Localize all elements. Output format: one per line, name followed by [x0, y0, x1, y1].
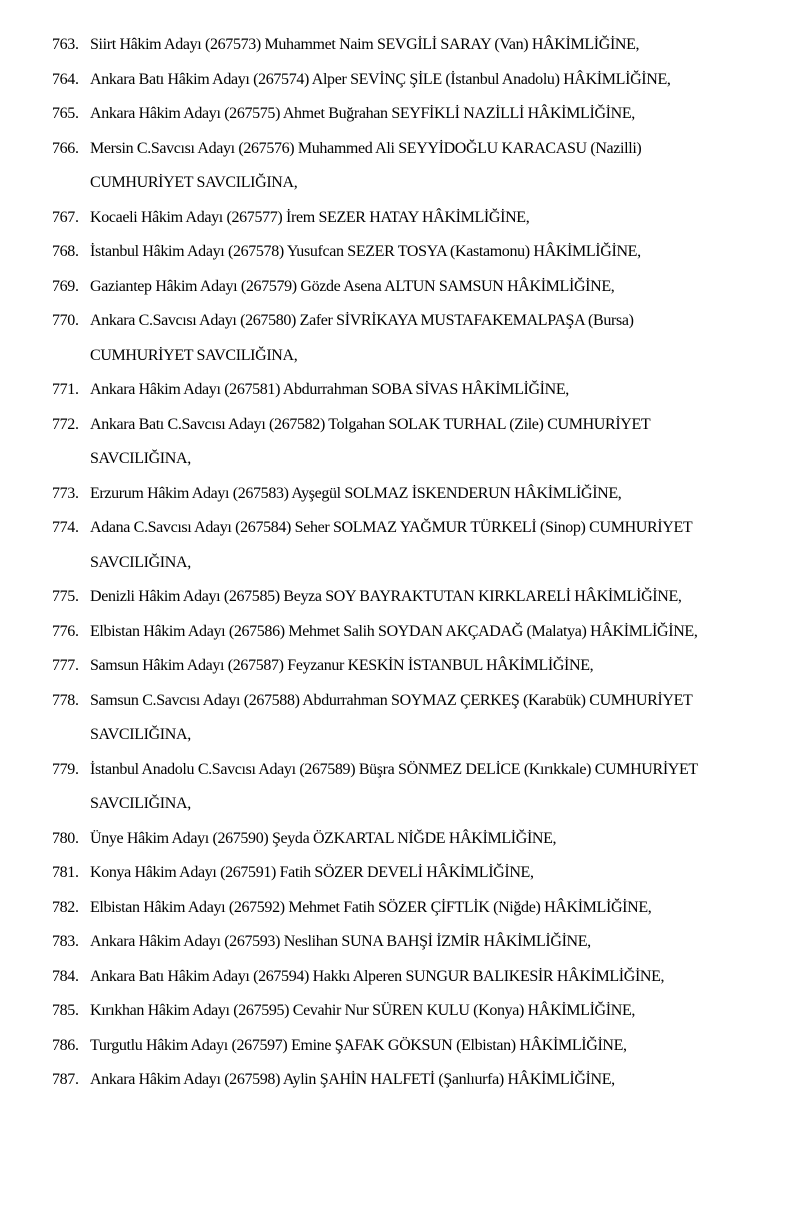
entry-first-line	[52, 891, 782, 926]
entry-first-line	[52, 97, 782, 132]
list-item	[52, 822, 782, 857]
entry-first-line	[52, 132, 782, 167]
entry-first-line	[52, 477, 782, 512]
entry-text: Siirt Hâkim Adayı (267573) Muhammet Naim SEVGİLİ SARAY (Van) HÂKİMLİĞİNE,	[90, 36, 640, 53]
list-item	[52, 753, 782, 822]
list-item	[52, 994, 782, 1029]
entry-first-line	[52, 511, 782, 546]
list-item	[52, 615, 782, 650]
list-item	[52, 304, 782, 373]
entry-text: Kırıkhan Hâkim Adayı (267595) Cevahir Nur SÜREN KULU (Konya) HÂKİMLİĞİNE,	[90, 1002, 636, 1019]
entry-first-line	[52, 960, 782, 995]
entry-number: 778.	[52, 691, 79, 709]
entry-text: Ankara Batı C.Savcısı Adayı (267582) Tolgahan SOLAK TURHAL (Zile) CUMHURİYET	[90, 415, 651, 433]
entry-text: Samsun C.Savcısı Adayı (267588) Abdurrahman SOYMAZ ÇERKEŞ (Karabük) CUMHURİYET	[90, 691, 693, 709]
entry-first-line	[52, 304, 782, 339]
entry-number: 779.	[52, 760, 79, 778]
entry-first-line	[52, 856, 782, 891]
list-item	[52, 97, 782, 132]
list-item	[52, 891, 782, 926]
entry-number: 765.	[52, 105, 79, 122]
entry-text: İstanbul Hâkim Adayı (267578) Yusufcan SEZER TOSYA (Kastamonu) HÂKİMLİĞİNE,	[90, 243, 641, 260]
entry-first-line	[52, 925, 782, 960]
list-item	[52, 201, 782, 236]
entry-text: Samsun Hâkim Adayı (267587) Feyzanur KESKİN İSTANBUL HÂKİMLİĞİNE,	[90, 657, 594, 674]
entry-continuation: SAVCILIĞINA,	[90, 553, 191, 571]
entry-text: Turgutlu Hâkim Adayı (267597) Emine ŞAFAK GÖKSUN (Elbistan) HÂKİMLİĞİNE,	[90, 1036, 627, 1054]
entry-text: Ankara Hâkim Adayı (267575) Ahmet Buğrahan SEYFİKLİ NAZİLLİ HÂKİMLİĞİNE,	[90, 105, 635, 122]
entry-first-line	[52, 753, 782, 788]
entry-text: Ankara Hâkim Adayı (267593) Neslihan SUNA BAHŞİ İZMİR HÂKİMLİĞİNE,	[90, 933, 591, 950]
entry-number: 776.	[52, 622, 79, 640]
list-item	[52, 856, 782, 891]
entry-number: 777.	[52, 657, 79, 674]
entry-first-line	[52, 580, 782, 615]
list-item	[52, 270, 782, 305]
entry-number: 768.	[52, 243, 79, 260]
list-item	[52, 373, 782, 408]
entry-first-line	[52, 201, 782, 236]
entry-number: 775.	[52, 588, 79, 605]
list-item	[52, 960, 782, 995]
list-item	[52, 235, 782, 270]
entry-first-line	[52, 994, 782, 1029]
entry-text: Ünye Hâkim Adayı (267590) Şeyda ÖZKARTAL NİĞDE HÂKİMLİĞİNE,	[90, 829, 557, 847]
list-item	[52, 132, 782, 201]
entry-text: Kocaeli Hâkim Adayı (267577) İrem SEZER HATAY HÂKİMLİĞİNE,	[90, 208, 530, 226]
entry-first-line	[52, 235, 782, 270]
entry-first-line	[52, 373, 782, 408]
entry-text: Elbistan Hâkim Adayı (267592) Mehmet Fatih SÖZER ÇİFTLİK (Niğde) HÂKİMLİĞİNE,	[90, 898, 652, 916]
entry-text: Ankara Batı Hâkim Adayı (267594) Hakkı Alperen SUNGUR BALIKESİR HÂKİMLİĞİNE,	[90, 967, 665, 985]
list-item	[52, 408, 782, 477]
entry-first-line	[52, 822, 782, 857]
entry-first-line	[52, 270, 782, 305]
entry-number: 780.	[52, 829, 79, 847]
entry-number: 764.	[52, 70, 79, 88]
entry-text: Konya Hâkim Adayı (267591) Fatih SÖZER DEVELİ HÂKİMLİĞİNE,	[90, 864, 534, 881]
entry-text: Gaziantep Hâkim Adayı (267579) Gözde Asena ALTUN SAMSUN HÂKİMLİĞİNE,	[90, 277, 615, 295]
entry-continuation: SAVCILIĞINA,	[90, 726, 191, 743]
list-item	[52, 28, 782, 63]
list-item	[52, 1029, 782, 1064]
entry-number: 782.	[52, 898, 79, 916]
entry-number: 770.	[52, 312, 79, 329]
entry-first-line	[52, 63, 782, 98]
entry-text: Elbistan Hâkim Adayı (267586) Mehmet Salih SOYDAN AKÇADAĞ (Malatya) HÂKİMLİĞİNE,	[90, 622, 698, 640]
entry-number: 774.	[52, 519, 79, 536]
entry-number: 781.	[52, 864, 79, 881]
list-item	[52, 925, 782, 960]
entry-continuation: SAVCILIĞINA,	[90, 795, 191, 812]
entry-number: 769.	[52, 277, 79, 295]
entry-continuation: CUMHURİYET SAVCILIĞINA,	[90, 346, 298, 364]
entry-first-line	[52, 615, 782, 650]
list-item	[52, 511, 782, 580]
entry-text: İstanbul Anadolu C.Savcısı Adayı (267589) Büşra SÖNMEZ DELİCE (Kırıkkale) CUMHURİYET	[90, 760, 698, 778]
entry-text: Ankara C.Savcısı Adayı (267580) Zafer SİVRİKAYA MUSTAFAKEMALPAŞA (Bursa)	[90, 312, 634, 329]
entry-number: 783.	[52, 933, 79, 950]
entry-number: 773.	[52, 484, 79, 502]
list-item	[52, 63, 782, 98]
entry-first-line	[52, 684, 782, 719]
entry-number: 787.	[52, 1071, 79, 1088]
entry-text: Adana C.Savcısı Adayı (267584) Seher SOLMAZ YAĞMUR TÜRKELİ (Sinop) CUMHURİYET	[90, 519, 693, 536]
entry-first-line	[52, 649, 782, 684]
entry-continuation: SAVCILIĞINA,	[90, 450, 191, 467]
entry-text: Denizli Hâkim Adayı (267585) Beyza SOY BAYRAKTUTAN KIRKLARELİ HÂKİMLİĞİNE,	[90, 588, 682, 605]
entry-continuation: CUMHURİYET SAVCILIĞINA,	[90, 174, 298, 191]
entry-number: 772.	[52, 415, 79, 433]
entry-text: Mersin C.Savcısı Adayı (267576) Muhammed Ali SEYYİDOĞLU KARACASU (Nazilli)	[90, 139, 642, 157]
entry-first-line	[52, 1029, 782, 1064]
entry-number: 766.	[52, 139, 79, 157]
list-item	[52, 649, 782, 684]
entry-number: 767.	[52, 208, 79, 226]
entry-number: 771.	[52, 381, 79, 398]
list-item	[52, 477, 782, 512]
entry-number: 763.	[52, 36, 79, 53]
entry-first-line	[52, 408, 782, 443]
entry-number: 784.	[52, 967, 79, 985]
entry-first-line	[52, 1063, 782, 1098]
entry-number: 785.	[52, 1002, 79, 1019]
entry-text: Erzurum Hâkim Adayı (267583) Ayşegül SOLMAZ İSKENDERUN HÂKİMLİĞİNE,	[90, 484, 622, 502]
entry-text: Ankara Hâkim Adayı (267581) Abdurrahman SOBA SİVAS HÂKİMLİĞİNE,	[90, 381, 569, 398]
list-item	[52, 580, 782, 615]
list-item	[52, 1063, 782, 1098]
entry-number: 786.	[52, 1036, 79, 1054]
entry-first-line	[52, 28, 782, 63]
entry-text: Ankara Hâkim Adayı (267598) Aylin ŞAHİN HALFETİ (Şanlıurfa) HÂKİMLİĞİNE,	[90, 1071, 615, 1088]
list-item	[52, 684, 782, 753]
entry-text: Ankara Batı Hâkim Adayı (267574) Alper SEVİNÇ ŞİLE (İstanbul Anadolu) HÂKİMLİĞİNE,	[90, 70, 671, 88]
